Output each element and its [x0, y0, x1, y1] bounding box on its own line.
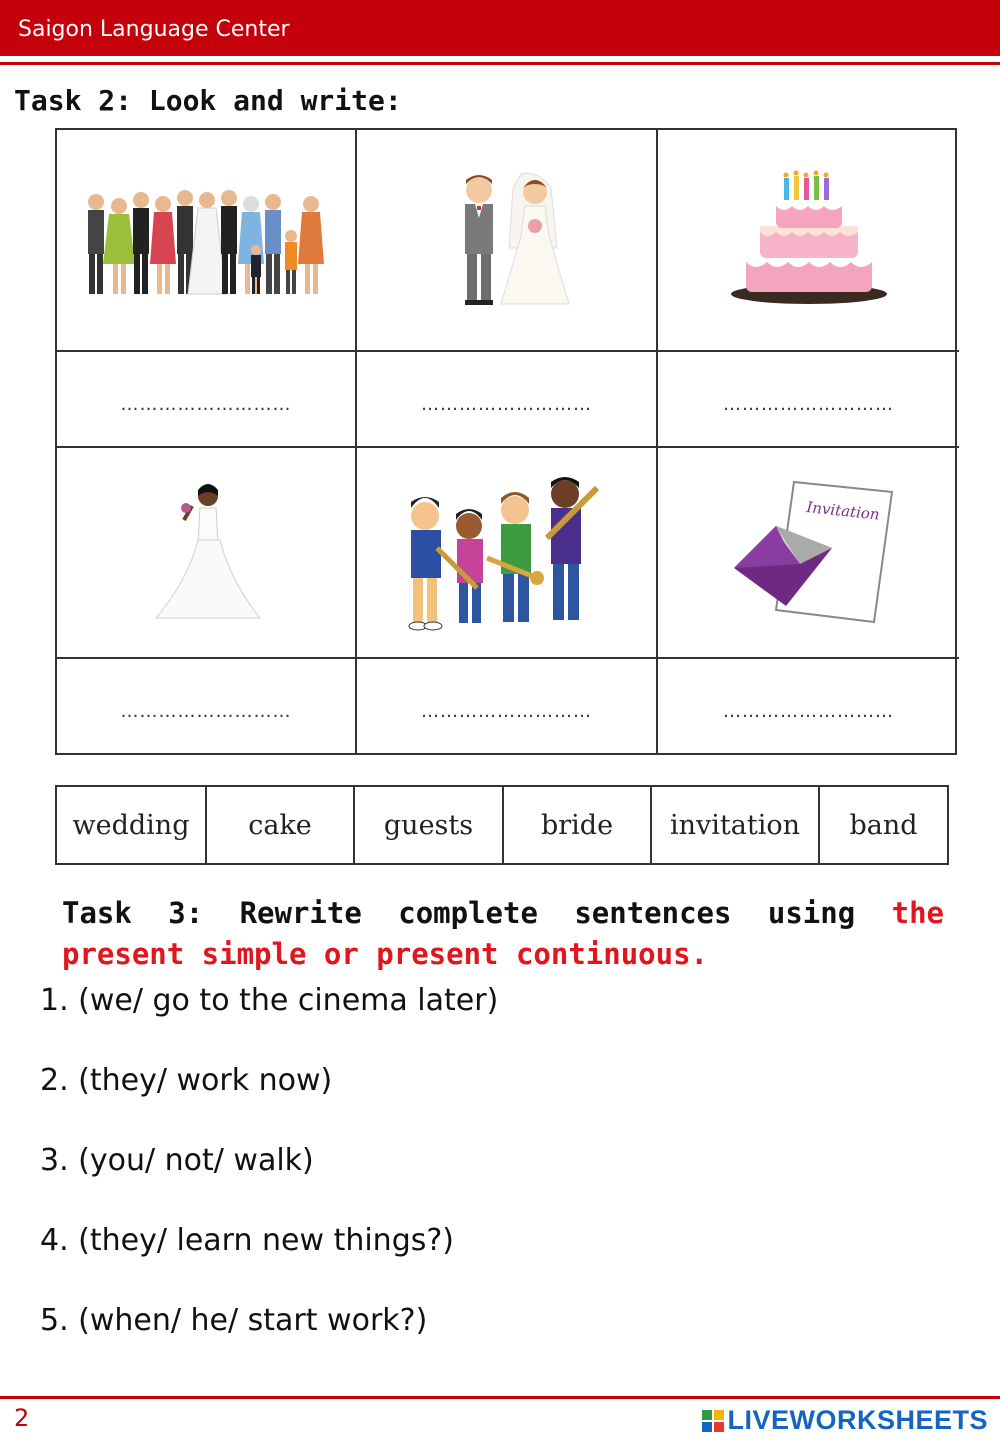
sentence-item: 2. (they/ work now): [40, 1063, 333, 1098]
answer-blank[interactable]: [658, 659, 959, 753]
liveworksheets-logo[interactable]: [702, 1405, 988, 1436]
word-bank-item: cake: [207, 787, 355, 863]
word-bank: [55, 785, 949, 865]
answer-blank[interactable]: [57, 352, 357, 448]
answer-blank[interactable]: [357, 659, 658, 753]
word-bank-item: wedding: [57, 787, 207, 863]
footer-divider: [0, 1396, 1000, 1399]
page-number: 2: [14, 1404, 30, 1432]
word-bank-item: band: [849, 809, 918, 841]
picture-cell-guests: [57, 130, 357, 352]
task3-title-black: Task 3: Rewrite complete sentences using: [62, 896, 892, 930]
picture-cell-wedding: [357, 130, 658, 352]
word-bank-item: bride: [504, 787, 652, 863]
sentence-item: 4. (they/ learn new things?): [40, 1223, 454, 1258]
word-bank-item: guests: [355, 787, 504, 863]
sentence-item: 1. (we/ go to the cinema later): [40, 983, 499, 1018]
answer-blank[interactable]: [57, 659, 357, 753]
answer-blank-dots: ………………………: [120, 393, 292, 415]
answer-blank-dots: ………………………: [421, 393, 592, 415]
answer-blank-dots: ………………………: [723, 700, 894, 722]
picture-grid: [55, 128, 957, 755]
task2-title: Task 2: Look and write:: [14, 84, 402, 117]
picture-cell-bride: [57, 448, 357, 659]
answer-blank-dots: ………………………: [120, 700, 292, 722]
header-bar: [0, 0, 1000, 56]
answer-blank-dots: ………………………: [421, 700, 592, 722]
word-bank-item: invitation: [652, 787, 820, 863]
cake-icon: [724, 170, 894, 310]
picture-cell-cake: [658, 130, 959, 352]
answer-blank[interactable]: [357, 352, 658, 448]
invitation-icon: [714, 478, 904, 628]
wedding-couple-icon: [437, 170, 577, 310]
task3-title: [62, 893, 944, 975]
task3-title-red: the present simple or present continuous.: [62, 896, 944, 971]
sentence-item: 5. (when/ he/ start work?): [40, 1303, 428, 1338]
guests-group-icon: [81, 180, 331, 300]
header-divider: [0, 62, 1000, 65]
answer-blank[interactable]: [658, 352, 959, 448]
band-icon: [397, 468, 617, 638]
answer-blank-dots: ………………………: [723, 393, 894, 415]
picture-cell-invitation: [658, 448, 959, 659]
sentence-item: 3. (you/ not/ walk): [40, 1143, 314, 1178]
invitation-card-label: Invitation: [805, 497, 880, 524]
liveworksheets-icon: [702, 1410, 724, 1432]
bride-icon: [146, 478, 266, 628]
picture-cell-band: [357, 448, 658, 659]
brand-name: LIVEWORKSHEETS: [727, 1405, 988, 1435]
header-title: Saigon Language Center: [18, 17, 290, 42]
